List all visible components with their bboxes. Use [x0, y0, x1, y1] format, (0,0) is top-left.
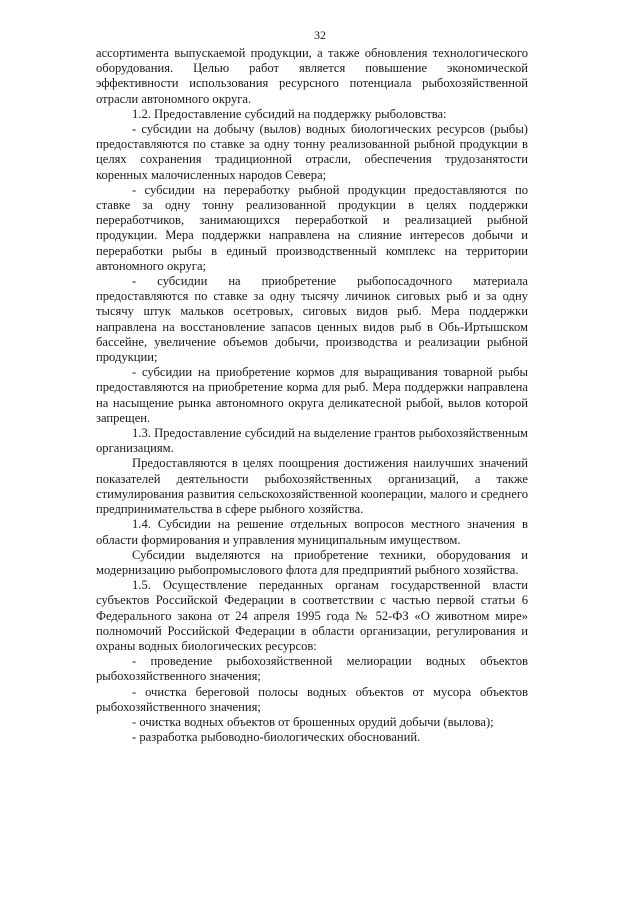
paragraph-grants-purpose: Предоставляются в целях поощрения достижения наилучших значений показателей деятельности рыбохозяйственных организаций, а также стимулирования развития сельскохозяйственной кооперации, малого и среднего предпринимательства в сфере рыбного хозяйства. [96, 456, 528, 517]
paragraph-subsidy-stocking-material: - субсидии на приобретение рыбопосадочного материала предоставляются по ставке за одну тысячу личинок сиговых рыб и за одну тысячу штук мальков осетровых, сиговых видов рыб. Мера поддержки направлена на восстановление запасов ценных видов рыб в Обь-Иртышском бассейне, увеличение объемов добычи, производства и реализации рыбной продукции; [96, 274, 528, 365]
list-item-biological-justification: - разработка рыбоводно-биологических обоснований. [132, 730, 421, 745]
paragraph-subsidy-feed: - субсидии на приобретение кормов для выращивания товарной рыбы предоставляются на приобретение корма для рыб. Мера поддержки направлена на насыщение рынка автономного округа деликатесной рыбой, вылов которой запрещен. [96, 365, 528, 425]
paragraph-section-1-3: 1.3. Предоставление субсидий на выделение грантов рыбохозяйственным организациям. [96, 426, 528, 456]
list-item-melioration: - проведение рыбохозяйственной мелиорации водных объектов рыбохозяйственного значения; [96, 654, 528, 684]
paragraph-intro-continuation: ассортимента выпускаемой продукции, а также обновления технологического оборудования. Целью работ является повышение экономической эффективности использования ресурсного потенциала рыбохозяйственной отрасли автономного округа. [96, 46, 528, 106]
paragraph-equipment-subsidies: Субсидии выделяются на приобретение техники, оборудования и модернизацию рыбопромыслового флота для предприятий рыбного хозяйства. [96, 547, 528, 577]
list-item-gear-removal: - очистка водных объектов от брошенных орудий добычи (вылова); [132, 714, 494, 729]
document-body [96, 46, 528, 745]
paragraph-section-1-5: 1.5. Осуществление переданных органам государственной власти субъектов Российской Федерации в соответствии с частью первой статьи 6 Федерального закона от 24 апреля 1995 года № 52-ФЗ «О животном мире» полномочий Российской Федерации в области организации, регулирования и охраны водных биологических ресурсов: [96, 578, 528, 653]
paragraph-subsidy-catch: - субсидии на добычу (вылов) водных биологических ресурсов (рыбы) предоставляются по ставке за одну тонну реализованной рыбной продукции в целях сохранения традиционной отрасли, обеспечения трудозанятости коренных малочисленных народов Севера; [96, 122, 528, 182]
list-item-shore-cleaning: - очистка береговой полосы водных объектов от мусора объектов рыбохозяйственного значения; [96, 684, 528, 714]
page-number: 32 [314, 28, 326, 42]
paragraph-section-1-2-heading: 1.2. Предоставление субсидий на поддержку рыболовства: [132, 106, 447, 121]
paragraph-subsidy-processing: - субсидии на переработку рыбной продукции предоставляются по ставке за одну тонну реализованной продукции в целях поддержки переработчиков, занимающихся переработкой и реализацией рыбной продукции. Мера поддержки направлена на слияние интересов добычи и переработки рыбы в единый производственный комплекс на территории автономного округа; [96, 182, 528, 273]
paragraph-section-1-4: 1.4. Субсидии на решение отдельных вопросов местного значения в области формирования и управления муниципальным имуществом. [96, 517, 528, 547]
